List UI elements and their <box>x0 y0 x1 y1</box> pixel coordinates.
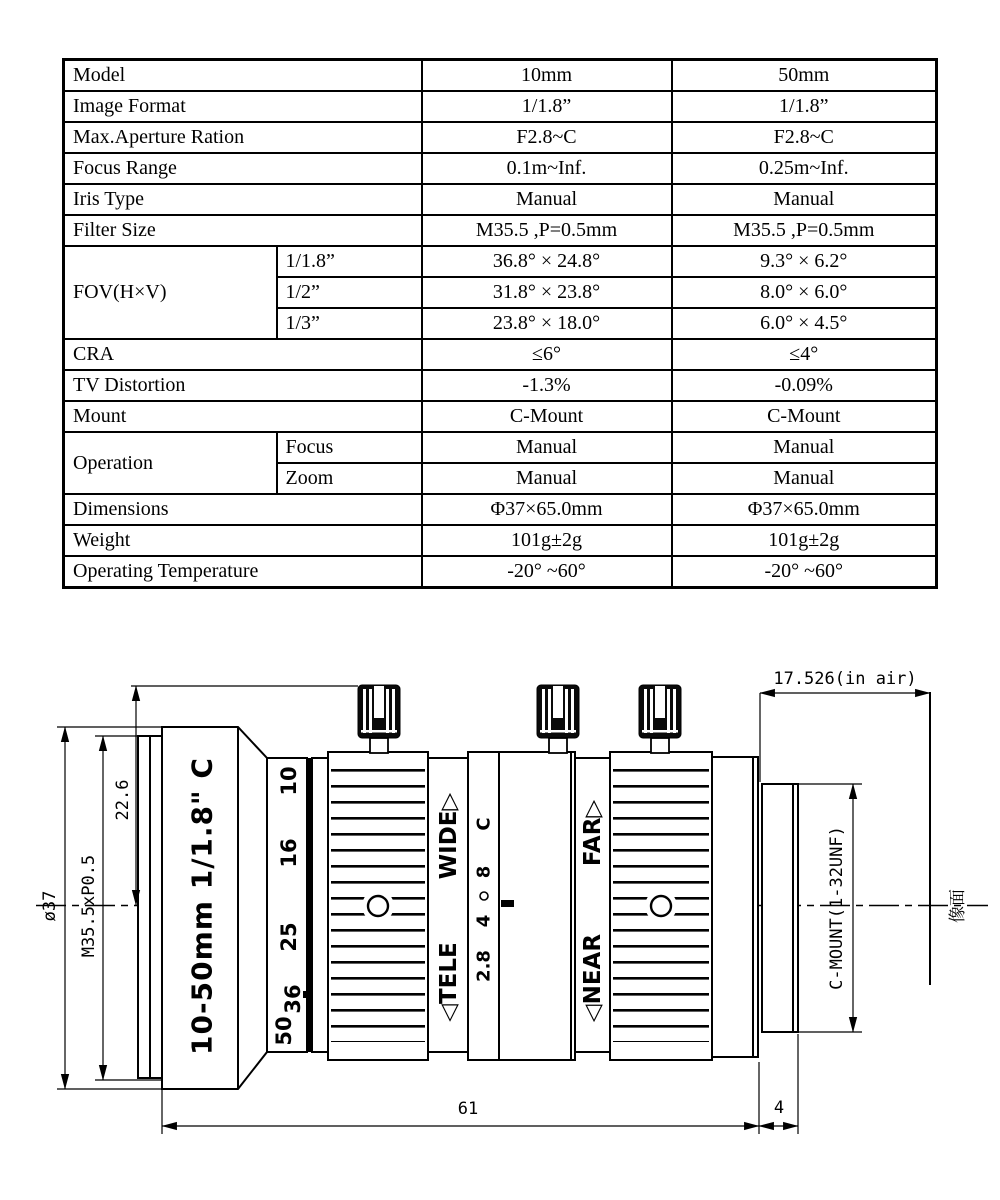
cell-10mm: Manual <box>422 184 672 215</box>
table-row <box>64 215 937 246</box>
row-label: Max.Aperture Ration <box>64 122 422 153</box>
cell-10mm: 10mm <box>422 60 672 92</box>
fov-sub-label: 1/3” <box>277 308 422 339</box>
table-row <box>64 122 937 153</box>
table-row <box>64 401 937 432</box>
table-row-fov <box>64 246 937 277</box>
cell-10mm: M35.5 ,P=0.5mm <box>422 215 672 246</box>
cell-10mm: C-Mount <box>422 401 672 432</box>
far-label: FAR▷ <box>580 799 606 867</box>
table-row <box>64 525 937 556</box>
table-row <box>64 494 937 525</box>
aperture-scale-2-8: 2.8 <box>473 950 495 982</box>
cell-10mm: 31.8° × 23.8° <box>422 277 672 308</box>
row-label: Image Format <box>64 91 422 122</box>
fov-sub-label: 1/2” <box>277 277 422 308</box>
set-screw-icon <box>651 896 671 916</box>
cell-10mm: 36.8° × 24.8° <box>422 246 672 277</box>
lens-body <box>138 685 798 1089</box>
cell-10mm: Manual <box>422 432 672 463</box>
operation-sub-label: Zoom <box>277 463 422 494</box>
cell-50mm: Manual <box>672 432 937 463</box>
cell-50mm: F2.8~C <box>672 122 937 153</box>
aperture-scale-c: C <box>473 817 495 831</box>
row-label: Weight <box>64 525 422 556</box>
cell-10mm: ≤6° <box>422 339 672 370</box>
zoom-scale-25: 25 <box>277 922 301 952</box>
spec-table <box>62 58 938 589</box>
aperture-index-mark <box>501 900 514 907</box>
row-label-fov: FOV(H×V) <box>64 246 277 339</box>
zoom-scale-16: 16 <box>277 838 301 868</box>
cell-50mm: 9.3° × 6.2° <box>672 246 937 277</box>
cell-50mm: 0.25m~Inf. <box>672 153 937 184</box>
focus-knurled-grip <box>610 752 712 1060</box>
cell-10mm: 0.1m~Inf. <box>422 153 672 184</box>
dim-flange-focal: 17.526(in air) <box>773 669 917 689</box>
image-plane-label: 像面 <box>948 889 968 923</box>
cell-50mm: Φ37×65.0mm <box>672 494 937 525</box>
row-label: Filter Size <box>64 215 422 246</box>
cell-10mm: -1.3% <box>422 370 672 401</box>
cell-10mm: Manual <box>422 463 672 494</box>
cell-10mm: F2.8~C <box>422 122 672 153</box>
row-label: Model <box>64 60 422 92</box>
cell-50mm: 101g±2g <box>672 525 937 556</box>
row-label: Dimensions <box>64 494 422 525</box>
cell-10mm: -20° ~60° <box>422 556 672 588</box>
wide-label: WIDE▷ <box>436 792 462 880</box>
cell-50mm: 8.0° × 6.0° <box>672 277 937 308</box>
zoom-scale-36: 36 <box>281 984 305 1014</box>
table-row <box>64 184 937 215</box>
cell-50mm: ≤4° <box>672 339 937 370</box>
zoom-ring-collar <box>312 758 328 1052</box>
row-label: Focus Range <box>64 153 422 184</box>
aperture-scale-8: 8 <box>473 865 495 879</box>
cell-50mm: M35.5 ,P=0.5mm <box>672 215 937 246</box>
zoom-scale-10: 10 <box>277 766 301 796</box>
iris-ring <box>468 752 575 1060</box>
cell-50mm: 6.0° × 4.5° <box>672 308 937 339</box>
dim-thread: M35.5xP0.5 <box>79 854 99 958</box>
table-row-operation <box>64 432 937 463</box>
cell-50mm: Manual <box>672 184 937 215</box>
cell-50mm: C-Mount <box>672 401 937 432</box>
cell-50mm: 1/1.8” <box>672 91 937 122</box>
row-label: Iris Type <box>64 184 422 215</box>
cell-10mm: 23.8° × 18.0° <box>422 308 672 339</box>
dim-body-length: 61 <box>457 1099 479 1119</box>
row-label: Mount <box>64 401 422 432</box>
cell-50mm: 50mm <box>672 60 937 92</box>
cell-10mm: 101g±2g <box>422 525 672 556</box>
c-mount-thread <box>762 784 798 1032</box>
cell-10mm: Φ37×65.0mm <box>422 494 672 525</box>
table-row <box>64 91 937 122</box>
table-row <box>64 370 937 401</box>
tele-label: ◁TELE <box>436 942 462 1022</box>
table-row <box>64 153 937 184</box>
lens-technical-drawing <box>0 630 1000 1200</box>
front-ring-engraving: 10-50mm 1/1.8" C <box>185 757 219 1055</box>
dim-mount-length: 4 <box>773 1098 785 1118</box>
rear-cap-rim <box>753 757 758 1057</box>
dim-mount-spec: C-MOUNT(1-32UNF) <box>827 826 847 990</box>
table-row <box>64 556 937 588</box>
rear-cap <box>712 757 753 1057</box>
near-label: ◁NEAR <box>580 933 606 1023</box>
set-screw-icon <box>368 896 388 916</box>
row-label-operation: Operation <box>64 432 277 494</box>
table-row <box>64 60 937 92</box>
zoom-scale-50: 50 <box>272 1016 296 1046</box>
dim-diameter: ø37 <box>40 890 60 922</box>
cell-50mm: -20° ~60° <box>672 556 937 588</box>
row-label: CRA <box>64 339 422 370</box>
fov-sub-label: 1/1.8” <box>277 246 422 277</box>
cell-50mm: -0.09% <box>672 370 937 401</box>
cell-50mm: Manual <box>672 463 937 494</box>
row-label: Operating Temperature <box>64 556 422 588</box>
aperture-scale-4: 4 <box>473 914 495 928</box>
zoom-knurled-grip <box>328 752 428 1060</box>
cell-10mm: 1/1.8” <box>422 91 672 122</box>
operation-sub-label: Focus <box>277 432 422 463</box>
dim-22-6: 22.6 <box>113 779 133 821</box>
table-row <box>64 339 937 370</box>
spec-table-wrap <box>62 58 938 589</box>
row-label: TV Distortion <box>64 370 422 401</box>
